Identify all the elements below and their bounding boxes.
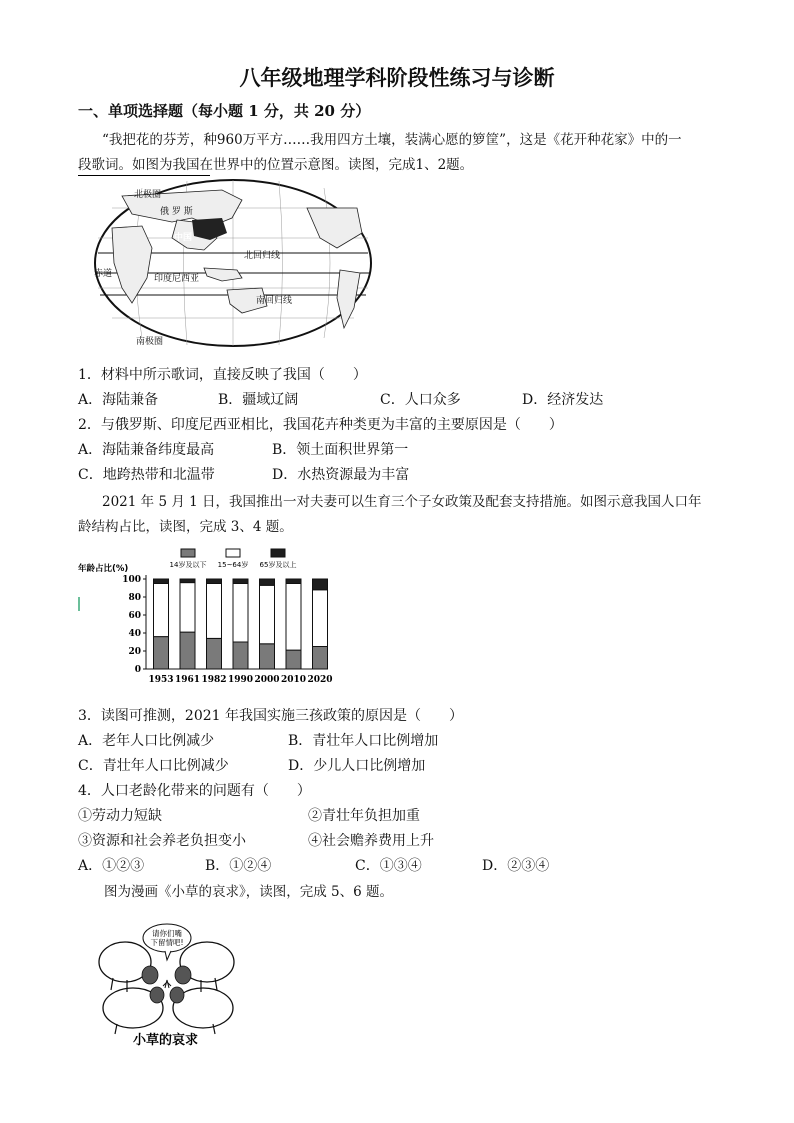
- x-tick-label: 1982: [201, 675, 227, 685]
- bar-segment: [233, 642, 248, 669]
- sheep-head: [170, 987, 184, 1003]
- legend-swatch: [271, 549, 285, 557]
- q1-option-d: D．经济发达: [522, 392, 604, 408]
- q3-option-d: D．少儿人口比例增加: [288, 758, 426, 774]
- q3-option-c: C．青壮年人口比例减少: [78, 758, 229, 774]
- q4-option-a: A．①②③: [78, 858, 145, 874]
- bar-segment: [286, 584, 301, 651]
- q4-option-c: C．①③④: [355, 858, 422, 874]
- bar-segment: [207, 579, 222, 584]
- sheep-head: [150, 987, 164, 1003]
- bar-segment: [260, 579, 275, 585]
- question-4-stem: 4．人口老龄化带来的问题有（ ）: [78, 783, 311, 799]
- intro-paragraph-line: 图为漫画《小草的哀求》，读图，完成 5、6 题。: [104, 884, 394, 900]
- y-tick-label: 0: [134, 665, 141, 675]
- bar-segment: [207, 638, 222, 669]
- side-marker: [78, 597, 80, 611]
- q1-option-a: A．海陆兼备: [78, 392, 159, 408]
- x-tick-label: 2020: [307, 675, 333, 685]
- x-tick-label: 2000: [254, 675, 280, 685]
- q3-option-b: B．青壮年人口比例增加: [288, 733, 439, 749]
- q1-option-b: B．疆域辽阔: [218, 392, 299, 408]
- label-south-pole-circle: 南极圈: [136, 337, 164, 347]
- label-equator: 赤道: [94, 269, 113, 279]
- intro-paragraph-line: “我把花的芬芳，种960万平方……我用四方土壤，装满心愿的箩筐”，这是《花开种花家》中的一: [102, 132, 682, 148]
- label-russia: 俄 罗 斯: [160, 207, 193, 217]
- q4-item-4: ④社会赡养费用上升: [308, 833, 434, 849]
- legend-label: 65岁及以上: [259, 561, 297, 569]
- y-tick-label: 80: [128, 593, 141, 603]
- q2-option-c: C．地跨热带和北温带: [78, 467, 215, 483]
- bar-segment: [180, 583, 195, 633]
- bar-segment: [286, 579, 301, 584]
- y-tick-label: 60: [128, 611, 141, 621]
- q3-option-a: A．老年人口比例减少: [78, 733, 215, 749]
- question-1-stem: 1．材料中所示歌词，直接反映了我国（ ）: [78, 367, 367, 383]
- bar-segment: [313, 647, 328, 670]
- q2-option-d: D．水热资源最为丰富: [272, 467, 410, 483]
- intro-paragraph-line: 2021 年 5 月 1 日，我国推出一对夫妻可以生育三个子女政策及配套支持措施。如图示意我国人口年: [102, 494, 702, 510]
- bar-segment: [233, 584, 248, 643]
- section-heading: 一、单项选择题（每小题 1 分，共 20 分）: [78, 102, 371, 120]
- bar-segment: [154, 579, 169, 584]
- q4-option-d: D．②③④: [482, 858, 550, 874]
- speech-text: 请你们嘴: [152, 929, 182, 938]
- label-indonesia: 印度尼西亚: [154, 274, 200, 284]
- small-grass: [163, 980, 171, 988]
- question-2-stem: 2．与俄罗斯、印度尼西亚相比，我国花卉种类更为丰富的主要原因是（ ）: [78, 417, 563, 433]
- bar-segment: [180, 632, 195, 669]
- population-age-chart: [76, 545, 336, 693]
- legend-swatch: [226, 549, 240, 557]
- divider: [78, 175, 210, 176]
- label-north-pole-circle: 北极圈: [134, 190, 162, 200]
- x-tick-label: 1953: [148, 675, 174, 685]
- bar-segment: [233, 579, 248, 584]
- page-title: 八年级地理学科阶段性练习与诊断: [239, 65, 555, 90]
- legend-label: 14岁及以下: [169, 561, 207, 569]
- legend-swatch: [181, 549, 195, 557]
- x-tick-label: 1961: [174, 675, 201, 685]
- q2-option-a: A．海陆兼备纬度最高: [78, 442, 215, 458]
- chart-bars: [154, 579, 328, 669]
- cartoon-figure: [95, 920, 240, 1048]
- chart-legend: [170, 549, 297, 569]
- y-tick-label: 100: [122, 575, 141, 585]
- bar-segment: [313, 579, 328, 590]
- intro-paragraph-line: 龄结构占比，读图，完成 3、4 题。: [78, 519, 293, 535]
- bar-segment: [260, 585, 275, 644]
- bar-segment: [154, 584, 169, 637]
- legend-label: 15~64岁: [217, 561, 249, 569]
- sheep-head: [175, 966, 191, 984]
- bar-segment: [207, 584, 222, 639]
- bar-segment: [260, 644, 275, 669]
- bar-segment: [313, 590, 328, 647]
- question-3-stem: 3．读图可推测，2021 年我国实施三孩政策的原因是（ ）: [78, 708, 463, 724]
- x-tick-label: 2010: [280, 675, 307, 685]
- sheep-head: [142, 966, 158, 984]
- bar-segment: [154, 637, 169, 669]
- cartoon-caption: 小草的哀求: [133, 1033, 199, 1048]
- x-tick-label: 1990: [227, 675, 254, 685]
- y-tick-label: 20: [128, 647, 141, 657]
- y-tick-label: 40: [128, 629, 141, 639]
- q4-item-3: ③资源和社会养老负担变小: [78, 833, 246, 849]
- chart-ylabel: 年龄占比(%): [78, 564, 129, 574]
- label-tropic-of-capricorn: 南回归线: [256, 296, 293, 306]
- label-china: 中国: [174, 233, 193, 243]
- world-map-figure: [92, 178, 374, 348]
- bar-segment: [180, 579, 195, 583]
- bar-segment: [286, 650, 301, 669]
- q4-item-2: ②青壮年负担加重: [308, 808, 420, 824]
- q4-option-b: B．①②④: [205, 858, 272, 874]
- speech-text: 下留情吧!: [150, 938, 184, 947]
- q2-option-b: B．领土面积世界第一: [272, 442, 409, 458]
- q4-item-1: ①劳动力短缺: [78, 808, 162, 824]
- q1-option-c: C．人口众多: [380, 392, 461, 408]
- label-tropic-of-cancer: 北回归线: [244, 251, 281, 261]
- intro-paragraph-line: 段歌词。如图为我国在世界中的位置示意图。读图，完成1、2题。: [78, 157, 474, 173]
